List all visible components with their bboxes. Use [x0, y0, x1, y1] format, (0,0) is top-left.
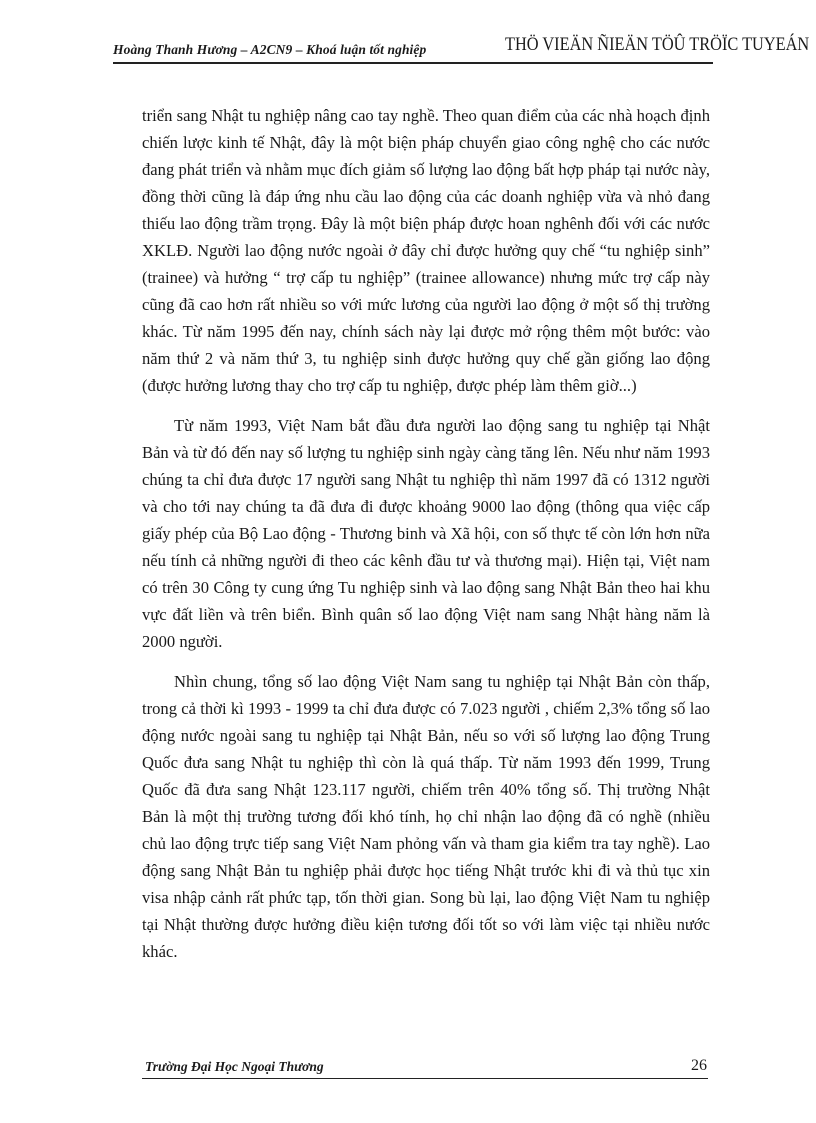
page-body	[142, 102, 710, 965]
page-number: 26	[691, 1057, 707, 1074]
header-divider	[113, 62, 713, 64]
page-header	[0, 0, 816, 70]
footer-divider	[142, 1078, 708, 1079]
header-author-title: Hoàng Thanh Hương – A2CN9 – Khoá luận tốt nghiệp	[113, 42, 427, 57]
footer-university-name: Trường Đại Học Ngoại Thương	[145, 1059, 324, 1074]
header-library-banner: THÖ VIEÄN ÑIEÄN TÖÛ TRÖÏC TUYEÁN	[505, 34, 810, 55]
body-paragraph-3: Nhìn chung, tổng số lao động Việt Nam sang tu nghiệp tại Nhật Bản còn thấp, trong cả thời kì 1993 - 1999 ta chỉ đưa được có 7.023 người , chiếm 2,3% tổng số lao động nước ngoài sang tu nghiệp tại Nhật Bản, nếu so với số lượng lao động Trung Quốc đưa sang Nhật tu nghiệp thì còn là quá thấp. Từ năm 1993 đến 1999, Trung Quốc đã đưa sang Nhật 123.117 người, chiếm trên 40% tổng số. Thị trường Nhật Bản là một thị trường tương đối khó tính, họ chỉ nhận lao động đã có nghề (nhiều chủ lao động trực tiếp sang Việt Nam phỏng vấn và tham gia kiểm tra tay nghề). Lao động sang Nhật Bản tu nghiệp phải được học tiếng Nhật trước khi đi và thủ tục xin visa nhập cảnh rất phức tạp, tốn thời gian. Song bù lại, lao động Việt Nam tu nghiệp tại Nhật thường được hưởng điều kiện tương đối tốt so với làm việc tại nhiều nước khác.	[142, 672, 710, 961]
body-paragraph-2: Từ năm 1993, Việt Nam bắt đầu đưa người lao động sang tu nghiệp tại Nhật Bản và từ đó đến nay số lượng tu nghiệp sinh ngày càng tăng lên. Nếu như năm 1993 chúng ta chỉ đưa được 17 người sang Nhật tu nghiệp thì năm 1997 đã có 1312 người và cho tới nay chúng ta đã đưa đi được khoảng 9000 lao động (thông qua việc cấp giấy phép của Bộ Lao động - Thương binh và Xã hội, con số thực tế còn lớn hơn nữa nếu tính cả những người đi theo các kênh đầu tư và thương mại). Hiện tại, Việt nam có trên 30 Công ty cung ứng Tu nghiệp sinh và lao động sang Nhật Bản theo hai khu vực đất liền và trên biển. Bình quân số lao động Việt nam sang Nhật hàng năm là 2000 người.	[142, 416, 710, 651]
body-paragraph-1: triển sang Nhật tu nghiệp nâng cao tay nghề. Theo quan điểm của các nhà hoạch định chiến lược kinh tế Nhật, đây là một biện pháp chuyển giao công nghệ cho các nước đang phát triển và nhằm mục đích giảm số lượng lao động bất hợp pháp tại nước này, đồng thời cũng là đáp ứng nhu cầu lao động của các doanh nghiệp vừa và nhỏ đang thiếu lao động trầm trọng. Đây là một biện pháp được hoan nghênh đối với các nước XKLĐ. Người lao động nước ngoài ở đây chỉ được hưởng quy chế “tu nghiệp sinh” (trainee) và hưởng “ trợ cấp tu nghiệp” (trainee allowance) nhưng mức trợ cấp này cũng đã cao hơn rất nhiều so với mức lương của người lao động ở một số thị trường khác. Từ năm 1995 đến nay, chính sách này lại được mở rộng thêm một bước: vào năm thứ 2 và năm thứ 3, tu nghiệp sinh được hưởng quy chế gần giống lao động (được hưởng lương thay cho trợ cấp tu nghiệp, được phép làm thêm giờ...)	[142, 106, 710, 395]
